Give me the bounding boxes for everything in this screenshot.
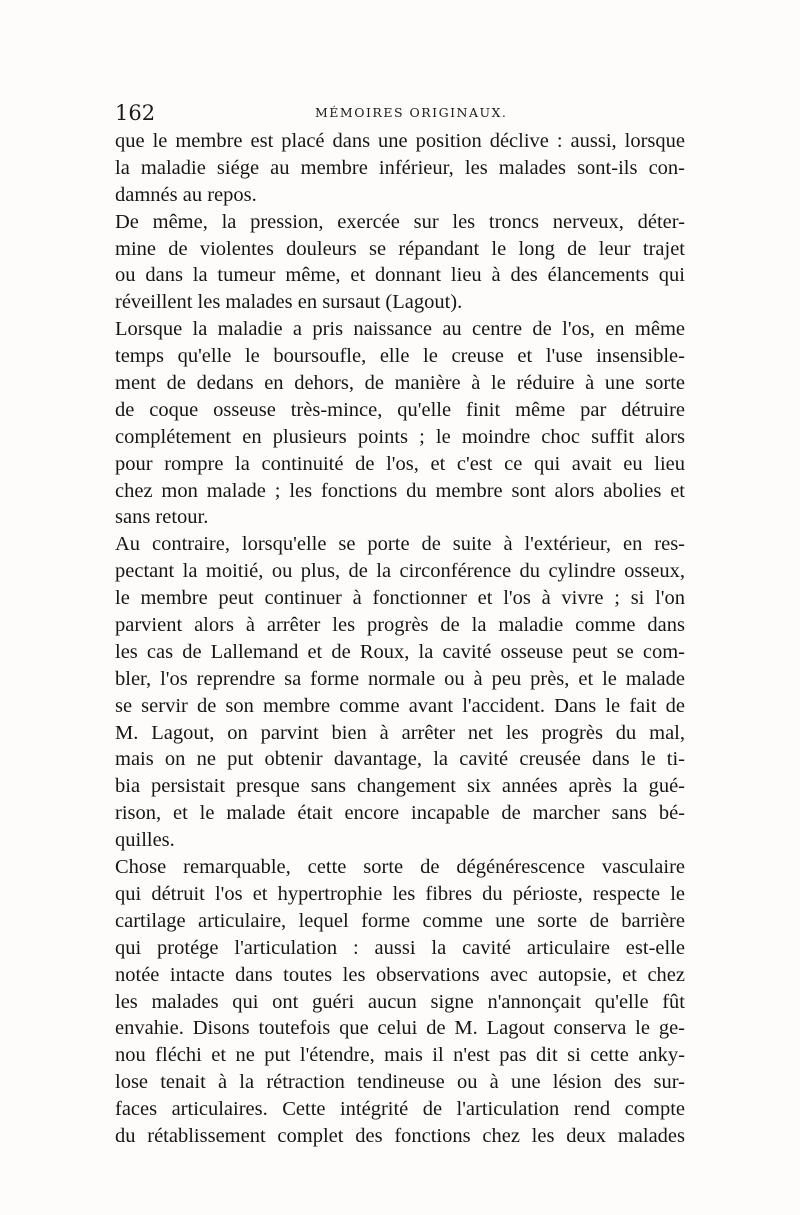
- body-text: [115, 128, 685, 1150]
- text-line: se servir de son membre comme avant l'accident. Dans le fait de: [115, 694, 685, 717]
- text-line: les malades qui ont guéri aucun signe n'annonçait qu'elle fût: [115, 990, 685, 1013]
- text-line: ment de dedans en dehors, de manière à le réduire à une sorte: [115, 372, 685, 395]
- text-line: ou dans la tumeur même, et donnant lieu à des élancements qui: [115, 264, 685, 287]
- text-line: M. Lagout, on parvint bien à arrêter net les progrès du mal,: [115, 721, 685, 744]
- text-line: mais on ne put obtenir davantage, la cavité creusée dans le ti-: [115, 748, 685, 771]
- page-header: [115, 98, 685, 128]
- text-line: envahie. Disons toutefois que celui de M. Lagout conserva le ge-: [115, 1017, 685, 1040]
- text-line: lose tenait à la rétraction tendineuse ou à une lésion des sur-: [115, 1071, 685, 1094]
- text-line: damnés au repos.: [115, 183, 257, 206]
- text-line: nou fléchi et ne put l'étendre, mais il n'est pas dit si cette anky-: [115, 1044, 685, 1067]
- page-number: 162: [115, 101, 156, 125]
- text-line: quilles.: [115, 829, 175, 852]
- text-line: sans retour.: [115, 506, 209, 529]
- text-line: mine de violentes douleurs se répandant le long de leur trajet: [115, 237, 685, 260]
- text-line: pectant la moitié, ou plus, de la circonférence du cylindre osseux,: [115, 560, 685, 583]
- text-line: de coque osseuse très-mince, qu'elle finit même par détruire: [115, 398, 685, 421]
- text-line: rison, et le malade était encore incapable de marcher sans bé-: [115, 802, 685, 825]
- text-line: De même, la pression, exercée sur les troncs nerveux, déter-: [115, 210, 685, 233]
- text-line: Chose remarquable, cette sorte de dégénérescence vasculaire: [115, 856, 685, 879]
- text-line: chez mon malade ; les fonctions du membre sont alors abolies et: [115, 479, 685, 502]
- text-line: la maladie siége au membre inférieur, les malades sont-ils con-: [115, 156, 685, 179]
- text-line: faces articulaires. Cette intégrité de l'articulation rend compte: [115, 1098, 685, 1121]
- text-line: que le membre est placé dans une position déclive : aussi, lorsque: [115, 130, 685, 152]
- text-line: du rétablissement complet des fonctions chez les deux malades: [115, 1124, 685, 1147]
- text-line: parvient alors à arrêter les progrès de la maladie comme dans: [115, 614, 685, 637]
- text-line: pour rompre la continuité de l'os, et c'est ce qui avait eu lieu: [115, 452, 685, 475]
- text-line: cartilage articulaire, lequel forme comme une sorte de barrière: [115, 909, 685, 932]
- text-line: bler, l'os reprendre sa forme normale ou à peu près, et le malade: [115, 667, 685, 690]
- text-line: bia persistait presque sans changement six années après la gué-: [115, 775, 685, 798]
- text-line: complétement en plusieurs points ; le moindre choc suffit alors: [115, 425, 685, 448]
- text-line: réveillent les malades en sursaut (Lagout).: [115, 291, 463, 314]
- running-head: MÉMOIRES ORIGINAUX.: [315, 105, 508, 120]
- text-line: notée intacte dans toutes les observations avec autopsie, et chez: [115, 963, 685, 986]
- text-line: temps qu'elle le boursoufle, elle le creuse et l'use insensible-: [115, 345, 685, 368]
- text-line: les cas de Lallemand et de Roux, la cavité osseuse peut se com-: [115, 640, 685, 663]
- text-line: qui détruit l'os et hypertrophie les fibres du périoste, respecte le: [115, 882, 685, 905]
- text-line: qui protége l'articulation : aussi la cavité articulaire est-elle: [115, 936, 685, 959]
- text-line: Au contraire, lorsqu'elle se porte de suite à l'extérieur, en res-: [115, 533, 685, 556]
- text-line: Lorsque la maladie a pris naissance au centre de l'os, en même: [115, 318, 685, 341]
- text-line: le membre peut continuer à fonctionner et l'os à vivre ; si l'on: [115, 587, 685, 610]
